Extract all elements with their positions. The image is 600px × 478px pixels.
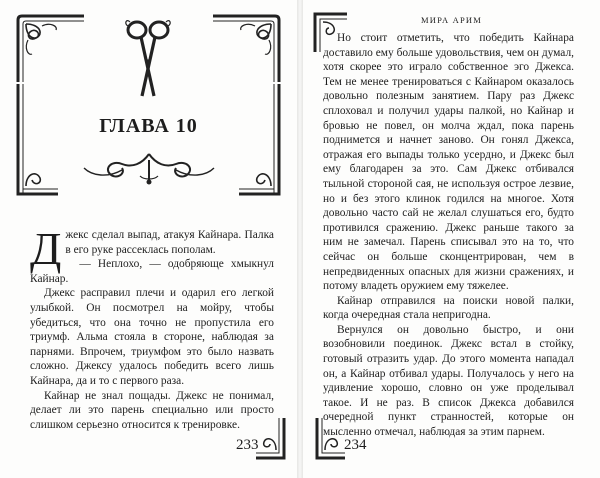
scissors-emblem-icon — [124, 18, 172, 100]
corner-ornament-mid-right-icon — [235, 150, 283, 198]
paragraph-4: Кайнар не знал пощады. Джекс не понимал, делает ли это парень специально или просто слишком серьезно относится к тренировке. — [30, 389, 274, 431]
right-page-text-layer — [303, 0, 600, 478]
corner-ornament-mid-left-icon — [14, 150, 62, 198]
flourish-divider-icon — [82, 150, 216, 186]
page-number-right: 234 — [344, 437, 367, 453]
corner-ornament-bottom-right-icon — [256, 418, 290, 464]
paragraph-3: Вернулся он довольно быстро, и они возобновили поединок. Джекс встал в стойку, готовый отразить удар. До этого момента нападал он, а Кайнар отбивал удары. Получалось у него на удивление хорошо, словно он уже проделывал такое. И не раз. В список Джекса добавился очередной пункт странностей, которые он мысленно отмечал, наблюдая за этим парнем. — [323, 323, 574, 439]
paragraph-2: Кайнар отправился на поиски новой палки, когда очередная стала непригодна. — [323, 294, 574, 322]
right-body-text — [323, 31, 574, 440]
page-number-left: 233 — [236, 437, 259, 453]
paragraph-2: — Неплохо, — одобряюще хмыкнул Кайнар. — [30, 258, 274, 285]
paragraph-1: Джекс сделал выпад, атакуя Кайнара. Палка в его руке рассеклась пополам. — [30, 223, 274, 274]
paragraph-1: Но стоит отметить, что победить Кайнара доставило ему больше удовольствия, чем он думал, хотя скорее это играло собственное эго Джекса. Тем не менее тренироваться с Кайнаром оказалось довольно полезным занятием. Пару раз Джекс сплоховал и получил удары палкой, но Кайнар и бровью не повел, он молча ждал, пока парень поднимется и начнет заново. Он гонял Джекса, отражая его выпады только усердно, и Джекс был ему благодарен за это. Сам Джекс отбивался тыльной стороной сая, не используя острое лезвие, но и без этого клинок годился на многое. Хотя довольно часто сай не желал слушаться его, будто противился сражению. Джекс раньше такого за ним не замечал. Парень списывал это на то, что сейчас он больше сконцентрирован, чем в непредвиденных опасных для жизни сражениях, и потому владеть оружием ему тяжелее. — [323, 32, 574, 293]
chapter-title: ГЛАВА 10 — [99, 115, 198, 137]
running-head: МИРА АРИМ — [421, 15, 482, 25]
drop-cap: Д — [30, 223, 62, 274]
left-body-text — [30, 223, 274, 432]
corner-ornament-top-left-icon — [14, 12, 86, 84]
corner-ornament-top-right-icon — [211, 12, 283, 84]
paragraph-3: Джекс расправил плечи и одарил его легкой улыбкой. Он посмотрел на мойру, чтобы убедиться, что она точно не пропустила его триумф. Альма стояла в стороне, наблюдая за парнями. Впрочем, триумфом это было назвать сложно. Джексу удалось победить всего лишь Кайнара, да и то с первого раза. — [30, 287, 274, 387]
left-page — [0, 0, 297, 478]
